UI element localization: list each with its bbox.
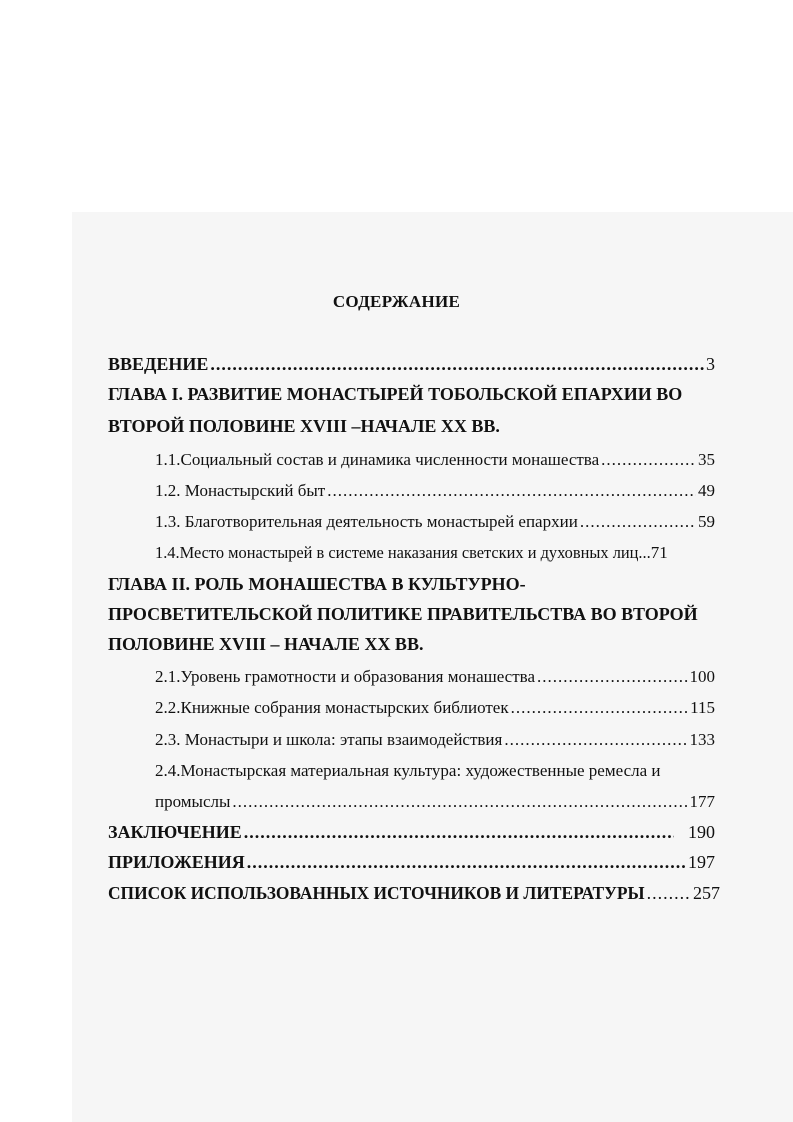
toc-entry-intro[interactable]	[108, 354, 715, 375]
toc-entry-label: 1.1.Социальный состав и динамика численности монашества	[155, 450, 600, 469]
toc-entry-label: 1.2. Монастырский быт	[155, 481, 326, 500]
toc-leader-dots	[537, 667, 688, 687]
toc-leader-dots	[647, 883, 691, 904]
toc-entry-section-1-1[interactable]	[155, 450, 715, 470]
toc-entry-label: 2.3. Монастыри и школа: этапы взаимодействия	[155, 730, 503, 749]
toc-entry-section-2-1[interactable]	[155, 667, 715, 687]
toc-entry-sources[interactable]	[108, 883, 720, 904]
toc-entry-section-1-3[interactable]	[155, 512, 715, 532]
toc-entry-label: 2.2.Книжные собрания монастырских библиотек	[155, 698, 509, 717]
toc-leader-dots	[601, 450, 696, 470]
toc-entry-label: 1.3. Благотворительная деятельность монастырей епархии	[155, 512, 578, 531]
toc-leader-dots	[580, 512, 696, 532]
toc-entry-label: ВВЕДЕНИЕ	[108, 354, 209, 374]
toc-entry-label: 1.4.Место монастырей в системе наказания светских и духовных лиц...	[155, 543, 651, 562]
toc-page-number: 197	[688, 852, 715, 872]
toc-entry-section-2-3[interactable]	[155, 730, 715, 750]
toc-entry-section-1-2[interactable]	[155, 481, 715, 501]
toc-leader-dots	[511, 698, 689, 718]
toc-page-number: 49	[698, 481, 715, 500]
chapter-1-title-line-1[interactable]: ГЛАВА I. РАЗВИТИЕ МОНАСТЫРЕЙ ТОБОЛЬСКОЙ ЕПАРХИИ ВО	[108, 384, 683, 404]
toc-page-number: 257	[693, 883, 720, 903]
toc-page-number: 177	[689, 792, 715, 811]
toc-entry-label: промыслы	[155, 792, 231, 811]
toc-entry-label: СПИСОК ИСПОЛЬЗОВАННЫХ ИСТОЧНИКОВ И ЛИТЕРАТУРЫ	[108, 883, 645, 903]
toc-leader-dots	[232, 792, 687, 812]
toc-entry-section-2-4-line-1[interactable]: 2.4.Монастырская материальная культура: художественные ремесла и	[155, 761, 661, 780]
toc-entry-label: ПРИЛОЖЕНИЯ	[108, 852, 245, 872]
toc-leader-dots	[327, 481, 696, 501]
toc-page-number: 133	[689, 730, 715, 749]
toc-leader-dots	[244, 822, 674, 843]
toc-entry-section-2-2[interactable]	[155, 698, 715, 718]
toc-leader-dots	[210, 354, 704, 375]
chapter-2-title-line-3[interactable]: ПОЛОВИНЕ XVIII – НАЧАЛЕ ХХ ВВ.	[108, 634, 424, 654]
toc-page-number: 71	[650, 543, 668, 562]
chapter-2-title-line-1[interactable]: ГЛАВА II. РОЛЬ МОНАШЕСТВА В КУЛЬТУРНО-	[108, 574, 526, 594]
toc-entry-section-1-4[interactable]	[155, 543, 715, 563]
toc-entry-conclusion[interactable]	[108, 822, 715, 843]
toc-entry-label: ЗАКЛЮЧЕНИЕ	[108, 822, 242, 842]
toc-entry-appendix[interactable]	[108, 852, 715, 873]
toc-page-number: 115	[690, 698, 715, 717]
chapter-2-title-line-2[interactable]: ПРОСВЕТИТЕЛЬСКОЙ ПОЛИТИКЕ ПРАВИТЕЛЬСТВА ВО ВТОРОЙ	[108, 604, 698, 624]
chapter-1-title-line-2[interactable]: ВТОРОЙ ПОЛОВИНЕ XVIII –НАЧАЛЕ ХХ ВВ.	[108, 416, 500, 436]
page-title: СОДЕРЖАНИЕ	[332, 292, 461, 311]
toc-page-number: 100	[689, 667, 715, 686]
toc-entry-label: 2.1.Уровень грамотности и образования монашества	[155, 667, 535, 686]
toc-page-number: 35	[698, 450, 715, 469]
toc-leader-dots	[247, 852, 686, 873]
toc-page-number: 3	[706, 354, 715, 374]
toc-page-number: 59	[698, 512, 715, 531]
toc-entry-section-2-4[interactable]	[155, 792, 715, 812]
toc-leader-dots	[504, 730, 687, 750]
toc-page-number: 190	[688, 822, 715, 842]
